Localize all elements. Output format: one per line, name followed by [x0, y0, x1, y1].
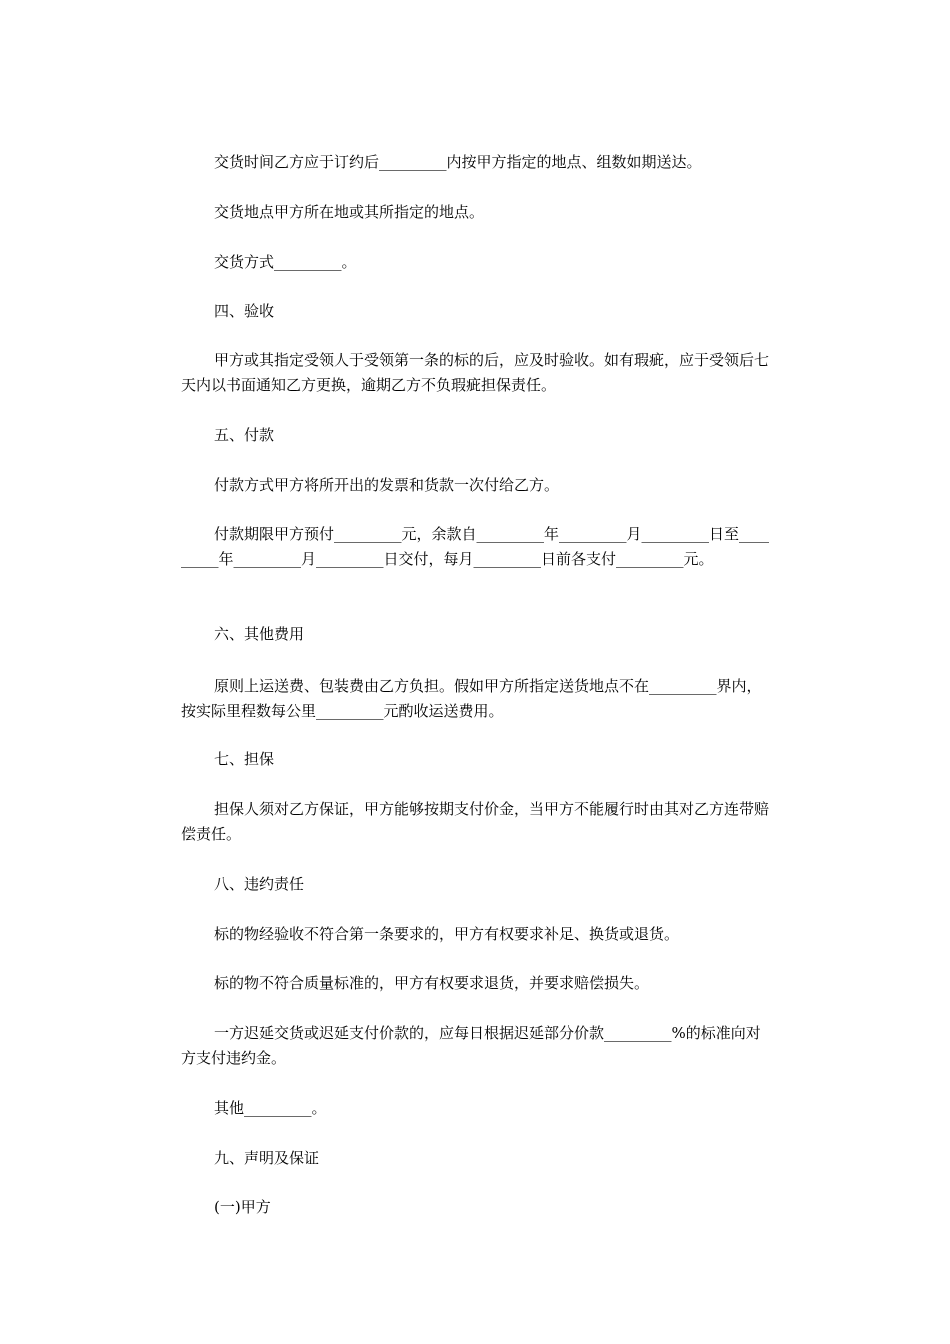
heading-acceptance: 四、验收 [214, 302, 275, 320]
paragraph-delivery-method: 交货方式_________。 [214, 253, 357, 271]
heading-other-fees: 六、其他费用 [214, 625, 305, 643]
heading-payment: 五、付款 [214, 426, 275, 444]
paragraph-liability-3: 一方迟延交货或迟延支付价款的，应每日根据迟延部分价款_________%的标准向对方支付违约金。 [181, 1024, 761, 1067]
paragraph-acceptance: 甲方或其指定受领人于受领第一条的标的后，应及时验收。如有瑕疵，应于受领后七天内以书面通知乙方更换，逾期乙方不负瑕疵担保责任。 [181, 351, 770, 394]
subheading-party-a: (一)甲方 [214, 1198, 271, 1216]
paragraph-other-fees: 原则上运送费、包装费由乙方负担。假如甲方所指定送货地点不在_________界内，按实际里程数每公里_________元酌收运送费用。 [181, 677, 762, 720]
paragraph-liability-1: 标的物经验收不符合第一条要求的，甲方有权要求补足、换货或退货。 [214, 925, 680, 943]
paragraph-delivery-place: 交货地点甲方所在地或其所指定的地点。 [214, 203, 485, 221]
paragraph-payment-term: 付款期限甲方预付_________元，余款自_________年_________月_________日至_________年_________月_________日交付，每月_________日前各支付_________元。 [181, 525, 770, 568]
heading-guarantee: 七、担保 [214, 750, 275, 768]
heading-liability: 八、违约责任 [214, 875, 305, 893]
heading-declaration: 九、声明及保证 [214, 1149, 320, 1167]
paragraph-delivery-time: 交货时间乙方应于订约后_________内按甲方指定的地点、组数如期送达。 [214, 153, 702, 171]
paragraph-other: 其他_________。 [214, 1099, 327, 1117]
paragraph-liability-2: 标的物不符合质量标准的，甲方有权要求退货，并要求赔偿损失。 [214, 974, 650, 992]
paragraph-payment-method: 付款方式甲方将所开出的发票和货款一次付给乙方。 [214, 476, 560, 494]
paragraph-guarantee: 担保人须对乙方保证，甲方能够按期支付价金，当甲方不能履行时由其对乙方连带赔偿责任。 [181, 800, 770, 843]
